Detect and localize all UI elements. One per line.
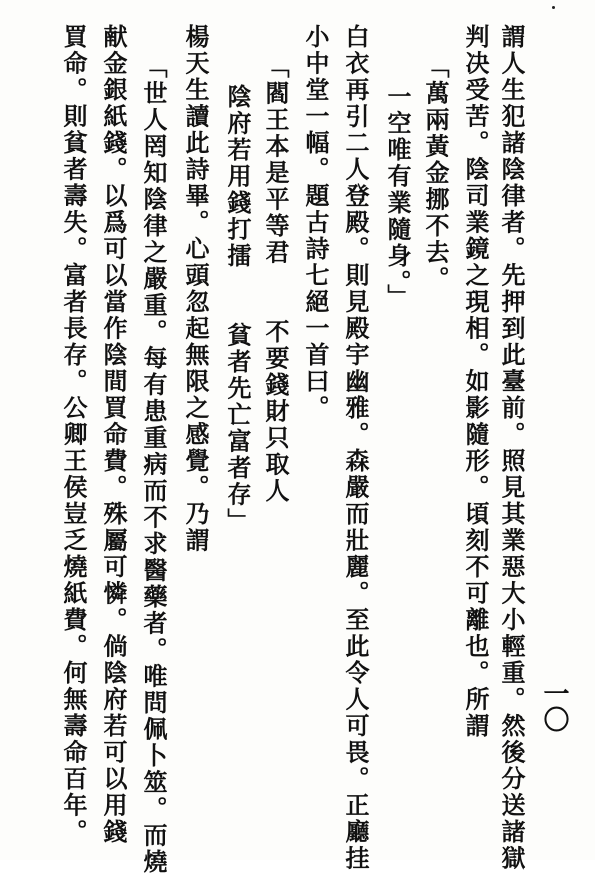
text-column-2: 判决受苦。陰司業鏡之現相。如影隨形。頃刻不可離也。所謂 [461, 24, 490, 740]
text-column-9: 楊天生讀此詩畢。心頭忽起無限之感覺。乃謂 [181, 24, 210, 554]
text-column-10: 「世人罔知陰律之嚴重。每有患重病而不求醫藥者。唯問佩卜筮。而燒 [139, 54, 168, 876]
text-column-11: 献金銀紙錢。以爲可以當作陰間買命費。殊屬可憐。倘陰府若可以用錢 [99, 24, 128, 846]
text-column-1: 謂人生犯諸陰律者。先押到此臺前。照見其業惡大小輕重。然後分送諸獄 [497, 24, 526, 872]
text-column-3: 「萬兩黃金挪不去。 [421, 54, 450, 293]
text-column-6: 小中堂一幅。題古詩七絕一首曰。 [301, 24, 330, 422]
text-column-5: 白衣再引二人登殿。則見殿宇幽雅。森嚴而壯麗。至此令人可畏。正廳挂 [341, 24, 370, 872]
text-column-8: 陰府若用錢打擂 貧者先亡富者存」 [223, 84, 252, 535]
scan-speck [552, 6, 555, 9]
text-column-7: 「閻王本是平等君 不要錢財只取人 [261, 54, 290, 505]
page-number: 一〇 [539, 680, 569, 732]
text-column-12: 買命。則貧者壽失。富者長存。公卿王侯豈乏燒紙費。何無壽命百年。 [59, 24, 88, 846]
text-column-4: 一空唯有業隨身。」 [383, 84, 412, 311]
